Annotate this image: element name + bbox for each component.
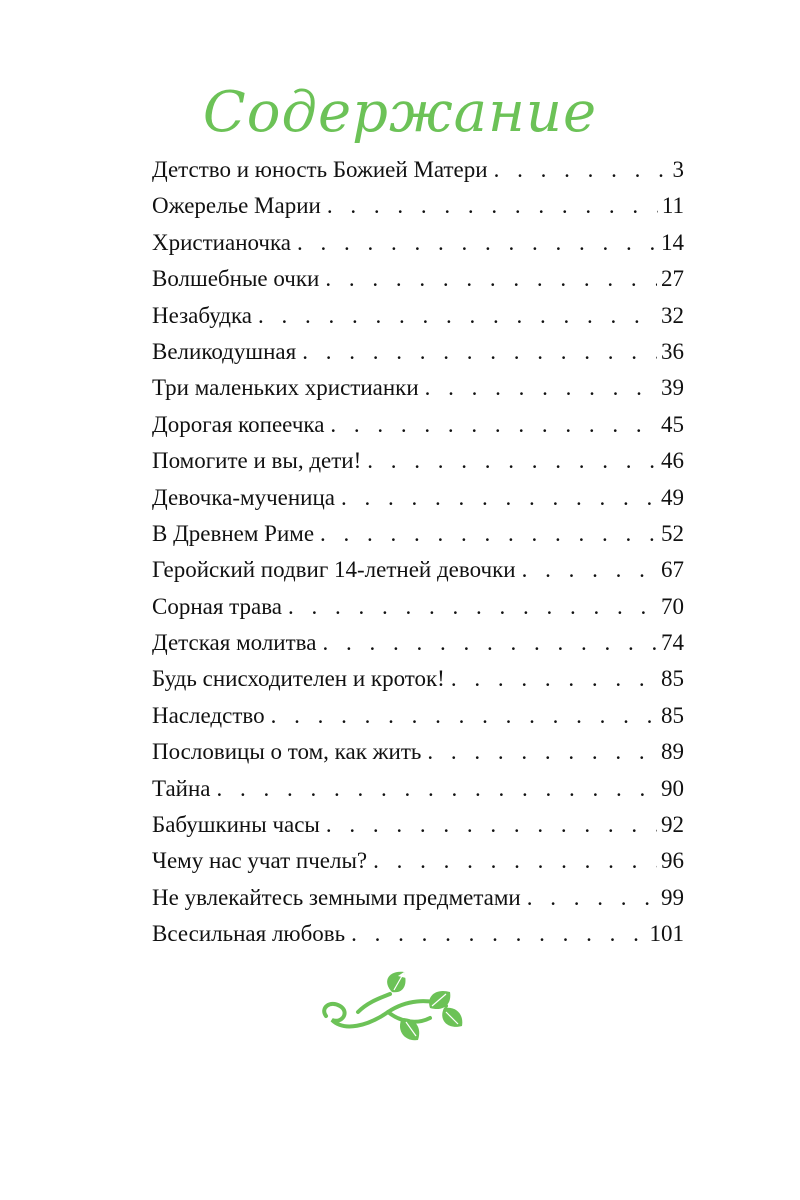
toc-entry-title: Дорогая копеечка [152,411,325,437]
toc-entry-title: Незабудка [152,302,253,328]
toc-dot-leader [425,370,657,406]
toc-page-number: 49 [661,484,684,510]
toc-entry[interactable] [152,552,684,588]
toc-dot-leader [427,734,657,770]
toc-entry[interactable] [152,843,684,879]
toc-dot-leader [522,552,657,588]
toc-page-number: 96 [661,848,684,874]
toc-page-number: 70 [661,593,684,619]
toc-entry[interactable] [152,916,684,952]
toc-page-number: 11 [661,193,684,219]
toc-page-number: 45 [661,411,684,437]
toc-dot-leader [341,480,657,516]
toc-entry-title: Будь снисходителен и кроток! [152,666,445,692]
table-of-contents [152,152,684,953]
toc-entry[interactable] [152,698,684,734]
toc-dot-leader [451,661,657,697]
toc-dot-leader [302,334,657,370]
toc-page-number: 36 [661,338,684,364]
toc-entry[interactable] [152,261,684,297]
toc-entry-title: Пословицы о том, как жить [152,739,422,765]
toc-page-number: 85 [661,666,684,692]
toc-page-number: 14 [661,229,684,255]
toc-page-number: 74 [661,630,684,656]
vine-ornament-icon [318,968,468,1048]
toc-page-number: 27 [661,266,684,292]
toc-entry[interactable] [152,152,684,188]
toc-dot-leader [326,807,657,843]
toc-entry[interactable] [152,443,684,479]
toc-entry[interactable] [152,771,684,807]
toc-page-number: 92 [661,812,684,838]
toc-entry-title: Бабушкины часы [152,812,320,838]
page-title: Содержание [202,80,598,145]
toc-entry[interactable] [152,661,684,697]
toc-entry[interactable] [152,734,684,770]
toc-entry-title: Чему нас учат пчелы? [152,848,368,874]
toc-entry-title: Не увлекайтесь земными предметами [152,884,521,910]
toc-entry-title: Наследство [152,702,265,728]
toc-entry-title: Детство и юность Божией Матери [152,157,488,182]
toc-entry[interactable] [152,298,684,334]
toc-dot-leader [330,407,657,443]
toc-entry-title: Христианочка [152,229,292,255]
toc-dot-leader [325,261,657,297]
toc-entry-title: Великодушная [152,338,297,364]
toc-page-number: 89 [661,739,684,765]
toc-dot-leader [373,843,657,879]
toc-entry-title: В Древнем Риме [152,520,315,546]
toc-entry-title: Три маленьких христианки [152,375,419,401]
toc-entry-title: Детская молитва [152,630,317,656]
toc-entry-title: Тайна [152,775,211,801]
toc-dot-leader [494,152,669,188]
toc-page-number: 32 [661,302,684,328]
toc-entry[interactable] [152,480,684,516]
toc-dot-leader [288,589,657,625]
toc-entry[interactable] [152,625,684,661]
toc-entry[interactable] [152,807,684,843]
toc-entry-title: Ожерелье Марии [152,193,321,219]
toc-entry-title: Волшебные очки [152,266,320,292]
toc-dot-leader [258,298,657,334]
toc-entry[interactable] [152,334,684,370]
toc-entry[interactable] [152,516,684,552]
toc-dot-leader [327,188,658,224]
toc-dot-leader [320,516,657,552]
toc-dot-leader [271,698,657,734]
toc-entry[interactable] [152,407,684,443]
toc-page-number: 67 [661,557,684,583]
toc-entry-title: Девочка-мученица [152,484,336,510]
toc-page-number: 85 [661,702,684,728]
toc-entry-title: Помогите и вы, дети! [152,448,362,474]
toc-dot-leader [351,916,645,952]
toc-entry[interactable] [152,225,684,261]
toc-page-number: 46 [661,448,684,474]
toc-entry-title: Всесильная любовь [152,921,346,947]
toc-entry[interactable] [152,589,684,625]
toc-entry[interactable] [152,188,684,224]
toc-page-number: 39 [661,375,684,401]
toc-dot-leader [217,771,657,807]
toc-entry-title: Геройский подвиг 14-летней девочки [152,557,516,583]
toc-dot-leader [297,225,657,261]
toc-page-number: 101 [649,921,684,947]
toc-dot-leader [322,625,657,661]
toc-entry[interactable] [152,880,684,916]
toc-page-number: 90 [661,775,684,801]
toc-page-number: 52 [661,520,684,546]
toc-dot-leader [527,880,657,916]
toc-page-number: 3 [672,157,684,182]
toc-entry-title: Сорная трава [152,593,282,619]
toc-dot-leader [367,443,657,479]
toc-page-number: 99 [661,884,684,910]
toc-entry[interactable] [152,370,684,406]
